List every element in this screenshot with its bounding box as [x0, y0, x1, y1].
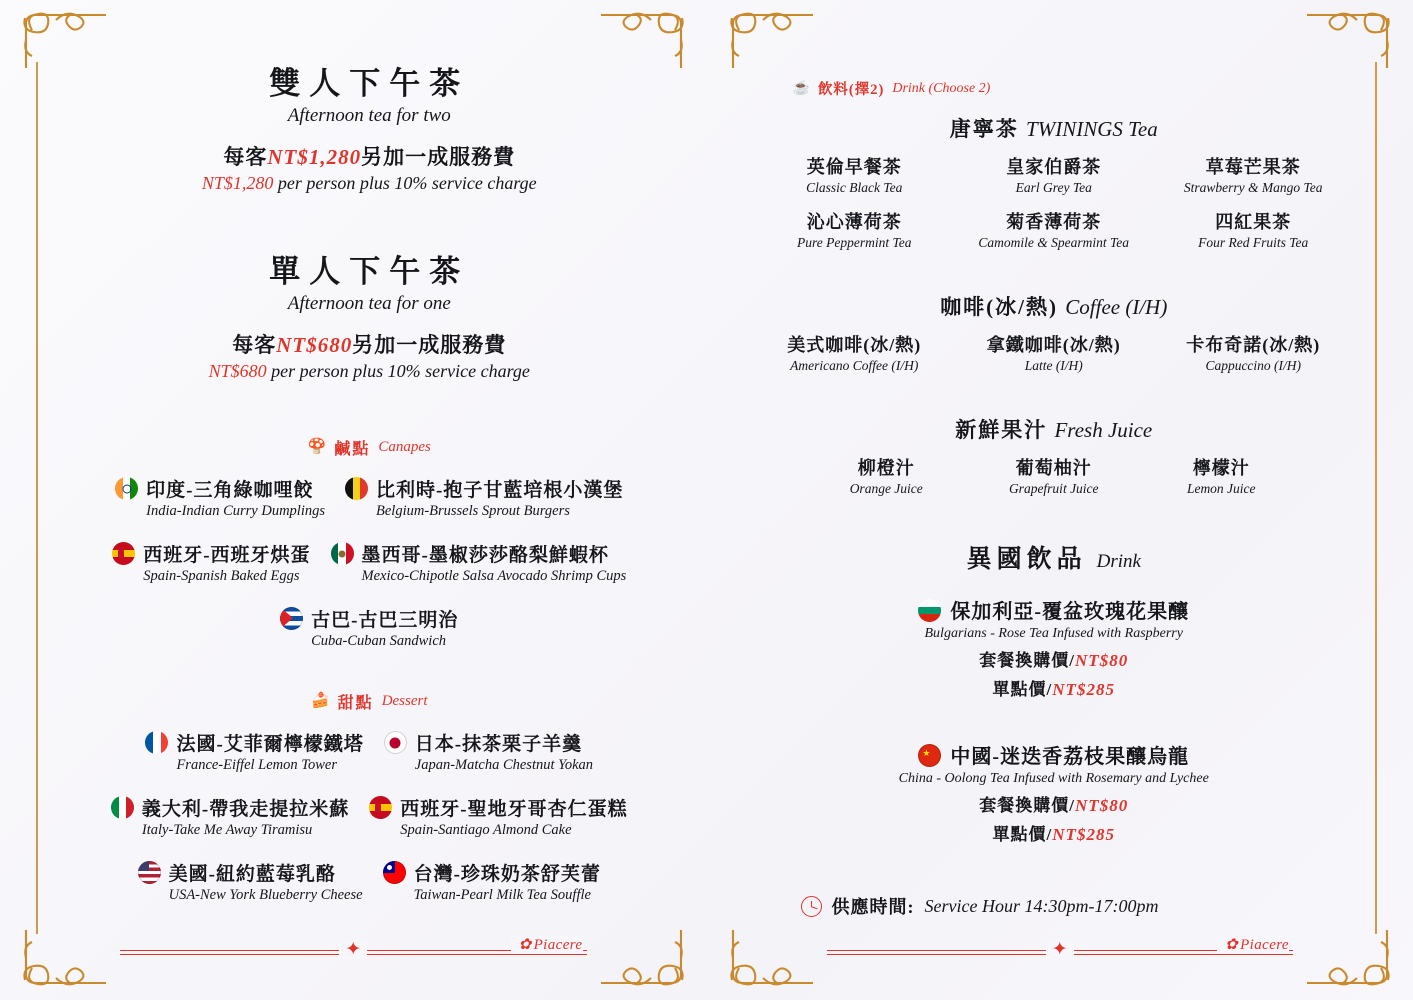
exotic-name-zh: 保加利亞-覆盆玫瑰花果釀: [950, 601, 1190, 623]
spacer: [755, 380, 1354, 414]
group-title: [755, 291, 1354, 321]
item-name-zh: 美國-紐約藍莓乳酪: [168, 864, 336, 885]
drink-name-en: Grapefruit Juice: [1008, 481, 1099, 496]
corner-flourish-icon: [599, 928, 685, 988]
corner-flourish-icon: [729, 10, 815, 70]
set-price-label: 套餐換購價/: [979, 651, 1076, 670]
canape-icon: 🍄: [307, 439, 327, 455]
item-name-en: USA-New York Blueberry Cheese: [168, 887, 363, 903]
exotic-name-en: Bulgarians - Rose Tea Infused with Raspberry: [924, 626, 1183, 641]
drink-name-zh: 柳橙汁: [857, 458, 915, 478]
teacup-icon: ☕: [792, 81, 810, 96]
juice-group: [755, 414, 1354, 497]
list-item: [954, 208, 1154, 251]
price-amount-zh: NT$680: [276, 333, 353, 357]
item-name-en: Belgium-Brussels Sprout Burgers: [376, 503, 570, 519]
list-item: [970, 454, 1138, 497]
drink-header-en: Drink (Choose 2): [892, 80, 991, 96]
spacer: [755, 257, 1354, 291]
spain-flag: [112, 542, 135, 565]
drink-name-en: Strawberry & Mango Tea: [1183, 180, 1323, 195]
service-hour-en: Service Hour 14:30pm-17:00pm: [924, 895, 1159, 916]
exotic-name-en: China - Oolong Tea Infused with Rosemary and Lychee: [898, 771, 1209, 786]
drink-name-en: Camomile & Spearmint Tea: [978, 235, 1130, 250]
juice-list: [755, 454, 1354, 497]
coffee-list: [755, 331, 1354, 374]
spain-flag: [369, 796, 392, 819]
list-item: [383, 859, 601, 904]
exotic-single-price: [755, 820, 1354, 845]
leaf-icon: ✿: [518, 937, 532, 953]
corner-flourish-icon: [1305, 928, 1391, 988]
japan-flag: [384, 731, 407, 754]
drink-name-zh: 拿鐵咖啡(冰/熱): [986, 335, 1121, 355]
list-item: [954, 331, 1154, 374]
drink-name-zh: 葡萄柚汁: [1015, 458, 1092, 478]
group-title-zh: 新鮮果汁: [955, 418, 1048, 442]
set-title-en: Afternoon tea for one: [287, 293, 451, 314]
list-item: [755, 331, 955, 374]
brand-logo: [1217, 935, 1289, 954]
spacer: [72, 194, 667, 246]
list-item: [145, 729, 363, 774]
list-item: [1154, 153, 1354, 196]
list-item: [1154, 208, 1354, 251]
canapes-list: [89, 475, 649, 585]
drink-name-en: Americano Coffee (I/H): [790, 358, 919, 373]
drink-name-en: Four Red Fruits Tea: [1198, 235, 1309, 250]
exotic-drink-bulgaria: [755, 595, 1354, 700]
drink-name-en: Orange Juice: [849, 481, 923, 496]
item-name-en: Japan-Matcha Chestnut Yokan: [414, 757, 594, 773]
price-suffix-en: per person plus 10% service charge: [266, 361, 530, 381]
set-price-en: [72, 173, 667, 194]
item-name-en: Spain-Santiago Almond Cake: [400, 822, 572, 838]
drink-name-zh: 菊香薄荷茶: [1006, 212, 1102, 232]
price-amount-zh: NT$1,280: [267, 145, 362, 169]
group-title-en: TWININGS Tea: [1026, 117, 1158, 141]
bulgaria-flag: [918, 599, 941, 622]
group-title-en: Coffee (I/H): [1065, 295, 1168, 319]
corner-flourish-icon: [22, 928, 108, 988]
price-suffix-zh: 另加一成服務費: [361, 145, 516, 169]
group-title: [755, 414, 1354, 444]
afternoon-tea-for-two: [72, 58, 667, 194]
list-item: [384, 729, 593, 774]
clock-icon: [801, 896, 822, 917]
price-suffix-en: per person plus 10% service charge: [273, 173, 537, 193]
set-price-zh: [72, 329, 667, 359]
item-name-en: France-Eiffel Lemon Tower: [176, 757, 337, 773]
list-item: [755, 153, 955, 196]
service-hour-zh: 供應時間:: [831, 897, 915, 917]
right-content: [755, 78, 1354, 919]
drink-name-en: Latte (I/H): [1024, 358, 1083, 373]
list-item: [755, 208, 955, 251]
item-name-en: Italy-Take Me Away Tiramisu: [141, 822, 313, 838]
border-line: [36, 62, 38, 934]
set-price-value: NT$80: [1075, 796, 1129, 815]
left-content: [72, 58, 667, 904]
price-amount-en: NT$1,280: [201, 173, 274, 193]
list-item: [112, 540, 310, 585]
drink-name-en: Classic Black Tea: [806, 180, 903, 195]
single-price-label: 單點價/: [992, 680, 1053, 699]
exotic-drink-china: [755, 740, 1354, 845]
drink-name-zh: 美式咖啡(冰/熱): [787, 335, 922, 355]
group-title-zh: 咖啡(冰/熱): [940, 295, 1059, 319]
single-price-value: NT$285: [1052, 680, 1115, 699]
set-price-en: [72, 361, 667, 382]
brand-logo: [511, 935, 583, 954]
dessert-title-zh: 甜點: [337, 695, 374, 712]
set-title-zh: 單人下午茶: [269, 254, 470, 289]
single-price-value: NT$285: [1052, 825, 1115, 844]
cuba-flag: [280, 607, 303, 630]
item-name-zh: 比利時-抱子甘藍培根小漢堡: [376, 480, 624, 501]
group-title-en: Fresh Juice: [1054, 418, 1153, 442]
diamond-ornament-icon: ✦: [1046, 940, 1074, 959]
set-title-zh: 雙人下午茶: [269, 66, 470, 101]
drink-name-zh: 四紅果茶: [1215, 212, 1292, 232]
canapes-list-second-row: [89, 605, 649, 650]
exotic-title-en: Drink: [1096, 551, 1141, 572]
list-item: [111, 794, 349, 839]
twinings-group: [755, 113, 1354, 251]
exotic-set-price: [755, 791, 1354, 816]
india-flag: [115, 477, 138, 500]
item-name-zh: 西班牙-聖地牙哥杏仁蛋糕: [400, 799, 628, 820]
dessert-list: [89, 729, 649, 904]
dessert-section-header: [72, 690, 667, 713]
drink-name-zh: 草莓芒果茶: [1205, 157, 1301, 177]
set-title-en: Afternoon tea for two: [287, 105, 451, 126]
set-price-value: NT$80: [1075, 651, 1129, 670]
border-line: [1375, 62, 1377, 934]
price-amount-en: NT$680: [208, 361, 267, 381]
drink-section-header: [793, 78, 1354, 99]
list-item: [1154, 331, 1354, 374]
dessert-title-en: Dessert: [381, 693, 428, 709]
set-price-zh: [72, 141, 667, 171]
drink-name-en: Earl Grey Tea: [1015, 180, 1092, 195]
service-hour: [801, 893, 1354, 919]
item-name-zh: 義大利-帶我走提拉米蘇: [141, 799, 350, 820]
price-prefix-zh: 每客: [223, 145, 268, 169]
drink-name-zh: 皇家伯爵茶: [1006, 157, 1102, 177]
item-name-zh: 台灣-珍珠奶茶舒芙蕾: [413, 864, 601, 885]
china-flag: ★: [918, 744, 941, 767]
brand-name: Piacere: [533, 937, 583, 953]
price-suffix-zh: 另加一成服務費: [352, 333, 507, 357]
belgium-flag: [345, 477, 368, 500]
footer-rule-right: [827, 938, 1294, 964]
group-title-zh: 唐寧茶: [949, 117, 1019, 141]
set-price-label: 套餐換購價/: [979, 796, 1076, 815]
canapes-title-zh: 鹹點: [334, 441, 371, 458]
item-name-en: India-Indian Curry Dumplings: [146, 503, 325, 519]
item-name-en: Mexico-Chipotle Salsa Avocado Shrimp Cups: [361, 568, 627, 584]
drink-name-zh: 英倫早餐茶: [806, 157, 902, 177]
usa-flag: [138, 861, 161, 884]
exotic-name-zh: 中國-迷迭香荔枝果釀烏龍: [950, 746, 1190, 768]
item-name-en: Taiwan-Pearl Milk Tea Souffle: [413, 887, 591, 903]
drink-name-en: Pure Peppermint Tea: [797, 235, 912, 250]
item-name-zh: 西班牙-西班牙烘蛋: [143, 545, 311, 566]
canapes-section-header: [72, 436, 667, 459]
footer-rule-left: [120, 938, 587, 964]
item-name-zh: 日本-抹茶栗子羊羹: [414, 734, 583, 755]
list-item: [280, 605, 458, 650]
item-name-zh: 古巴-古巴三明治: [311, 610, 459, 631]
brand-name: Piacere: [1240, 937, 1289, 953]
mexico-flag: [331, 542, 354, 565]
taiwan-flag: [383, 861, 406, 884]
corner-flourish-icon: [1305, 10, 1391, 70]
group-title: [755, 113, 1354, 143]
diamond-ornament-icon: ✦: [339, 940, 367, 959]
drink-name-en: Lemon Juice: [1186, 481, 1256, 496]
drink-name-zh: 檸檬汁: [1192, 458, 1250, 478]
item-name-zh: 墨西哥-墨椒莎莎酪梨鮮蝦杯: [361, 545, 609, 566]
cake-icon: 🍰: [310, 693, 330, 709]
coffee-group: [755, 291, 1354, 374]
list-item: [1138, 454, 1306, 497]
list-item: [954, 153, 1154, 196]
france-flag: [145, 731, 168, 754]
price-prefix-zh: 每客: [232, 333, 277, 357]
drink-name-zh: 沁心薄荷茶: [806, 212, 902, 232]
list-item: [369, 794, 627, 839]
item-name-en: Cuba-Cuban Sandwich: [311, 633, 447, 649]
list-item: [331, 540, 627, 585]
leaf-icon: ✿: [1225, 937, 1239, 953]
exotic-drinks-title: [755, 539, 1354, 575]
list-item: [803, 454, 971, 497]
corner-flourish-icon: [729, 928, 815, 988]
item-name-zh: 印度-三角綠咖哩餃: [146, 480, 314, 501]
list-item: [138, 859, 363, 904]
drink-name-zh: 卡布奇諾(冰/熱): [1186, 335, 1321, 355]
canapes-title-en: Canapes: [378, 439, 431, 455]
exotic-title-zh: 異國飲品: [966, 546, 1087, 573]
right-panel: [707, 0, 1413, 1000]
drink-header-zh: 飲料(擇2): [817, 82, 885, 98]
exotic-single-price: [755, 675, 1354, 700]
exotic-set-price: [755, 646, 1354, 671]
italy-flag: [111, 796, 134, 819]
list-item: [115, 475, 325, 520]
afternoon-tea-for-one: [72, 246, 667, 382]
twinings-list: [755, 153, 1354, 251]
item-name-en: Spain-Spanish Baked Eggs: [143, 568, 300, 584]
drink-name-en: Cappuccino (I/H): [1205, 358, 1302, 373]
list-item: [345, 475, 623, 520]
item-name-zh: 法國-艾菲爾檸檬鐵塔: [176, 734, 364, 755]
single-price-label: 單點價/: [992, 825, 1053, 844]
